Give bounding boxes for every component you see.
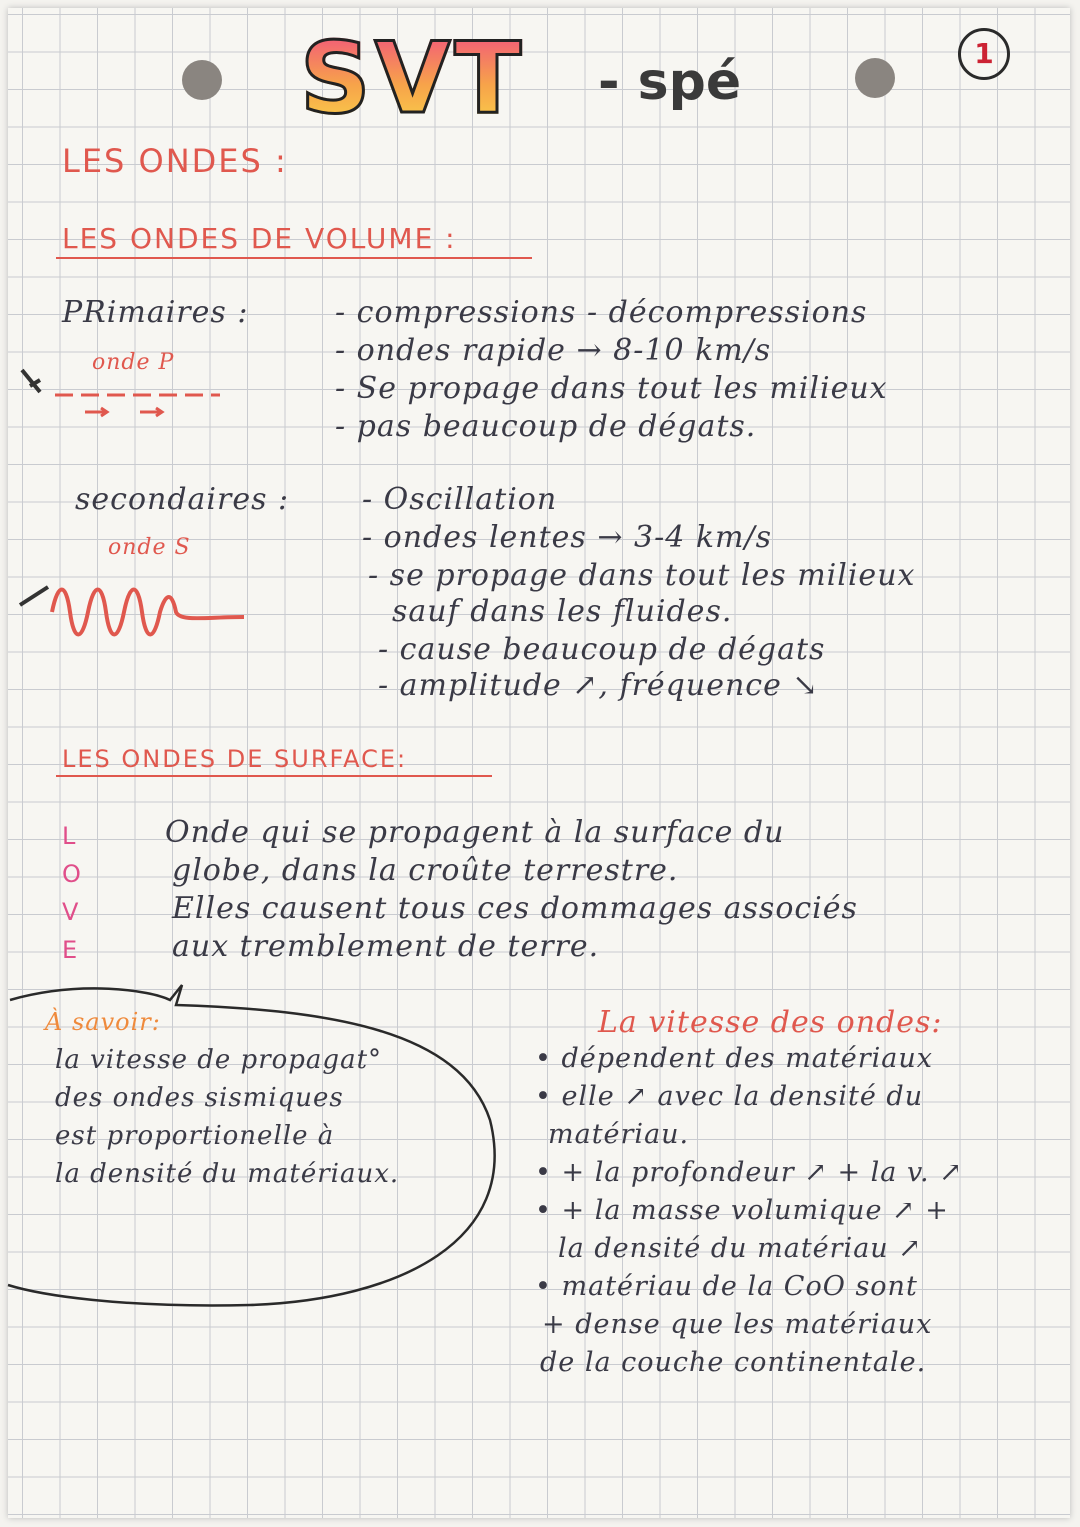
secondaires-line: - se propage dans tout les milieux — [368, 558, 916, 593]
onde-p-label: onde P — [92, 350, 175, 375]
vitesse-line: + dense que les matériaux — [542, 1309, 933, 1340]
a-savoir-line: est proportionelle à — [55, 1121, 335, 1151]
secondaires-line: - Oscillation — [362, 482, 558, 517]
a-savoir-line: des ondes sismiques — [55, 1083, 344, 1113]
vitesse-line: de la couche continentale. — [540, 1347, 927, 1378]
secondaires-line: - cause beaucoup de dégats — [378, 632, 826, 667]
vitesse-line: • dépendent des matériaux — [535, 1043, 933, 1074]
onde-p-diagram — [55, 395, 220, 416]
a-savoir-bubble — [8, 985, 495, 1305]
primaires-line: - ondes rapide → 8-10 km/s — [335, 333, 772, 368]
primaires-line: - Se propage dans tout les milieux — [335, 371, 888, 406]
page-title: SVT — [300, 22, 526, 136]
a-savoir-line: la densité du matériaux. — [55, 1159, 400, 1189]
vitesse-line: la densité du matériau ↗ — [558, 1233, 922, 1264]
secondaires-label: secondaires : — [75, 482, 290, 517]
love-letter: L — [62, 822, 76, 850]
primaires-line: - pas beaucoup de dégats. — [335, 409, 757, 444]
main-heading: LES ONDES : — [62, 142, 288, 180]
surface-heading: LES ONDES DE SURFACE: — [62, 745, 408, 773]
surface-line: aux tremblement de terre. — [172, 929, 600, 964]
secondaires-line: - ondes lentes → 3-4 km/s — [362, 520, 773, 555]
vitesse-line: matériau. — [548, 1119, 690, 1150]
onde-s-label: onde S — [108, 535, 191, 560]
hammer-icon — [22, 370, 40, 392]
page-number: 1 — [958, 28, 1010, 80]
vitesse-line: • + la masse volumique ↗ + — [535, 1195, 949, 1226]
a-savoir-title: À savoir: — [45, 1008, 161, 1036]
vitesse-line: • + la profondeur ↗ + la v. ↗ — [535, 1157, 963, 1188]
vitesse-line: • matériau de la CoO sont — [535, 1271, 918, 1302]
primaires-label: PRimaires : — [62, 295, 249, 330]
a-savoir-line: la vitesse de propagat° — [55, 1045, 383, 1075]
love-letter: O — [62, 860, 81, 888]
secondaires-line: sauf dans les fluides. — [392, 594, 733, 629]
surface-line: globe, dans la croûte terrestre. — [172, 853, 679, 888]
primaires-line: - compressions - décompressions — [335, 295, 868, 330]
secondaires-line: - amplitude ↗, fréquence ↘ — [378, 668, 819, 703]
vitesse-title: La vitesse des ondes: — [598, 1005, 943, 1040]
volume-heading: LES ONDES DE VOLUME : — [62, 222, 457, 255]
love-letter: E — [62, 936, 78, 964]
surface-line: Onde qui se propagent à la surface du — [165, 815, 785, 850]
page-subtitle: - spé — [598, 52, 742, 112]
onde-s-diagram — [20, 587, 244, 635]
vitesse-line: • elle ↗ avec la densité du — [535, 1081, 924, 1112]
love-letter: V — [62, 898, 79, 926]
surface-line: Elles causent tous ces dommages associés — [172, 891, 858, 926]
